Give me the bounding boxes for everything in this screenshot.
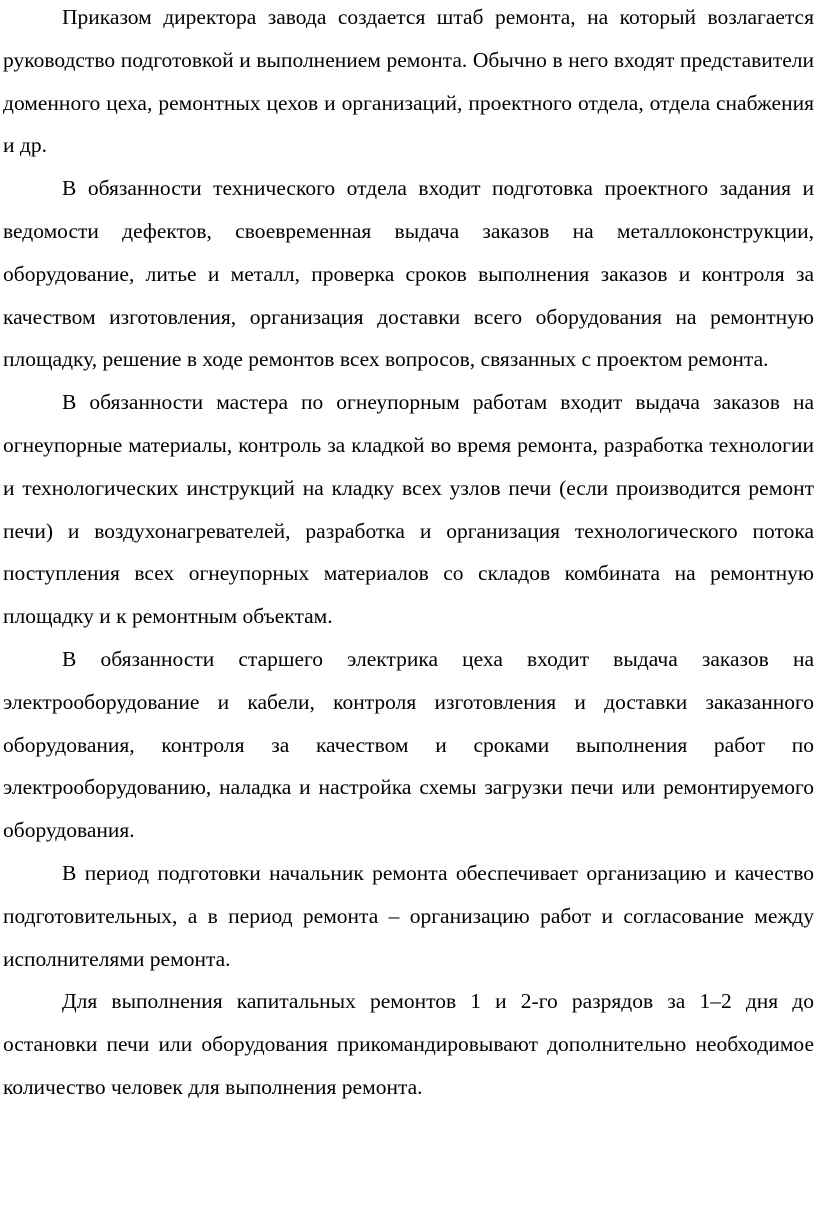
paragraph-technical-department: В обязанности технического отдела входит подготовка проектного задания и ведомости дефектов, своевременная выдача заказов на металлоконструкции, оборудование, литье и металл, проверка сроков выполнения заказов и контроля за качеством изготовления, организация доставки всего оборудования на ремонтную площадку, решение в ходе ремонтов всех вопросов, связанных с проектом ремонта.: [3, 176, 814, 372]
paragraph-refractory-master: В обязанности мастера по огнеупорным работам входит выдача заказов на огнеупорные материалы, контроль за кладкой во время ремонта, разработка технологии и технологических инструкций на кладку всех узлов печи (если производится ремонт печи) и воздухонагревателей, разработка и организация технологического потока поступления всех огнеупорных материалов со складов комбината на ремонтную площадку и к ремонтным объектам.: [3, 390, 814, 629]
paragraph-repair-chief: В период подготовки начальник ремонта обеспечивает организацию и качество подготовительных, а в период ремонта – организацию работ и согласование между исполнителями ремонта.: [3, 860, 814, 971]
paragraph-senior-electrician: В обязанности старшего электрика цеха входит выдача заказов на электрооборудование и кабели, контроля изготовления и доставки заказанного оборудования, контроля за качеством и сроками выполнения работ по электрооборудованию, наладка и настройка схемы загрузки печи или ремонтируемого оборудования.: [3, 646, 814, 843]
paragraph-repair-headquarters: Приказом директора завода создается штаб ремонта, на который возлагается руководство подготовкой и выполнением ремонта. Обычно в него входят представители доменного цеха, ремонтных цехов и организаций, проектного отдела, отдела снабжения и др.: [3, 5, 814, 158]
paragraph-capital-repairs: Для выполнения капитальных ремонтов 1 и 2-го разрядов за 1–2 дня до остановки печи или оборудования прикомандировывают дополнительно необходимое количество человек для выполнения ремонта.: [3, 989, 814, 1099]
